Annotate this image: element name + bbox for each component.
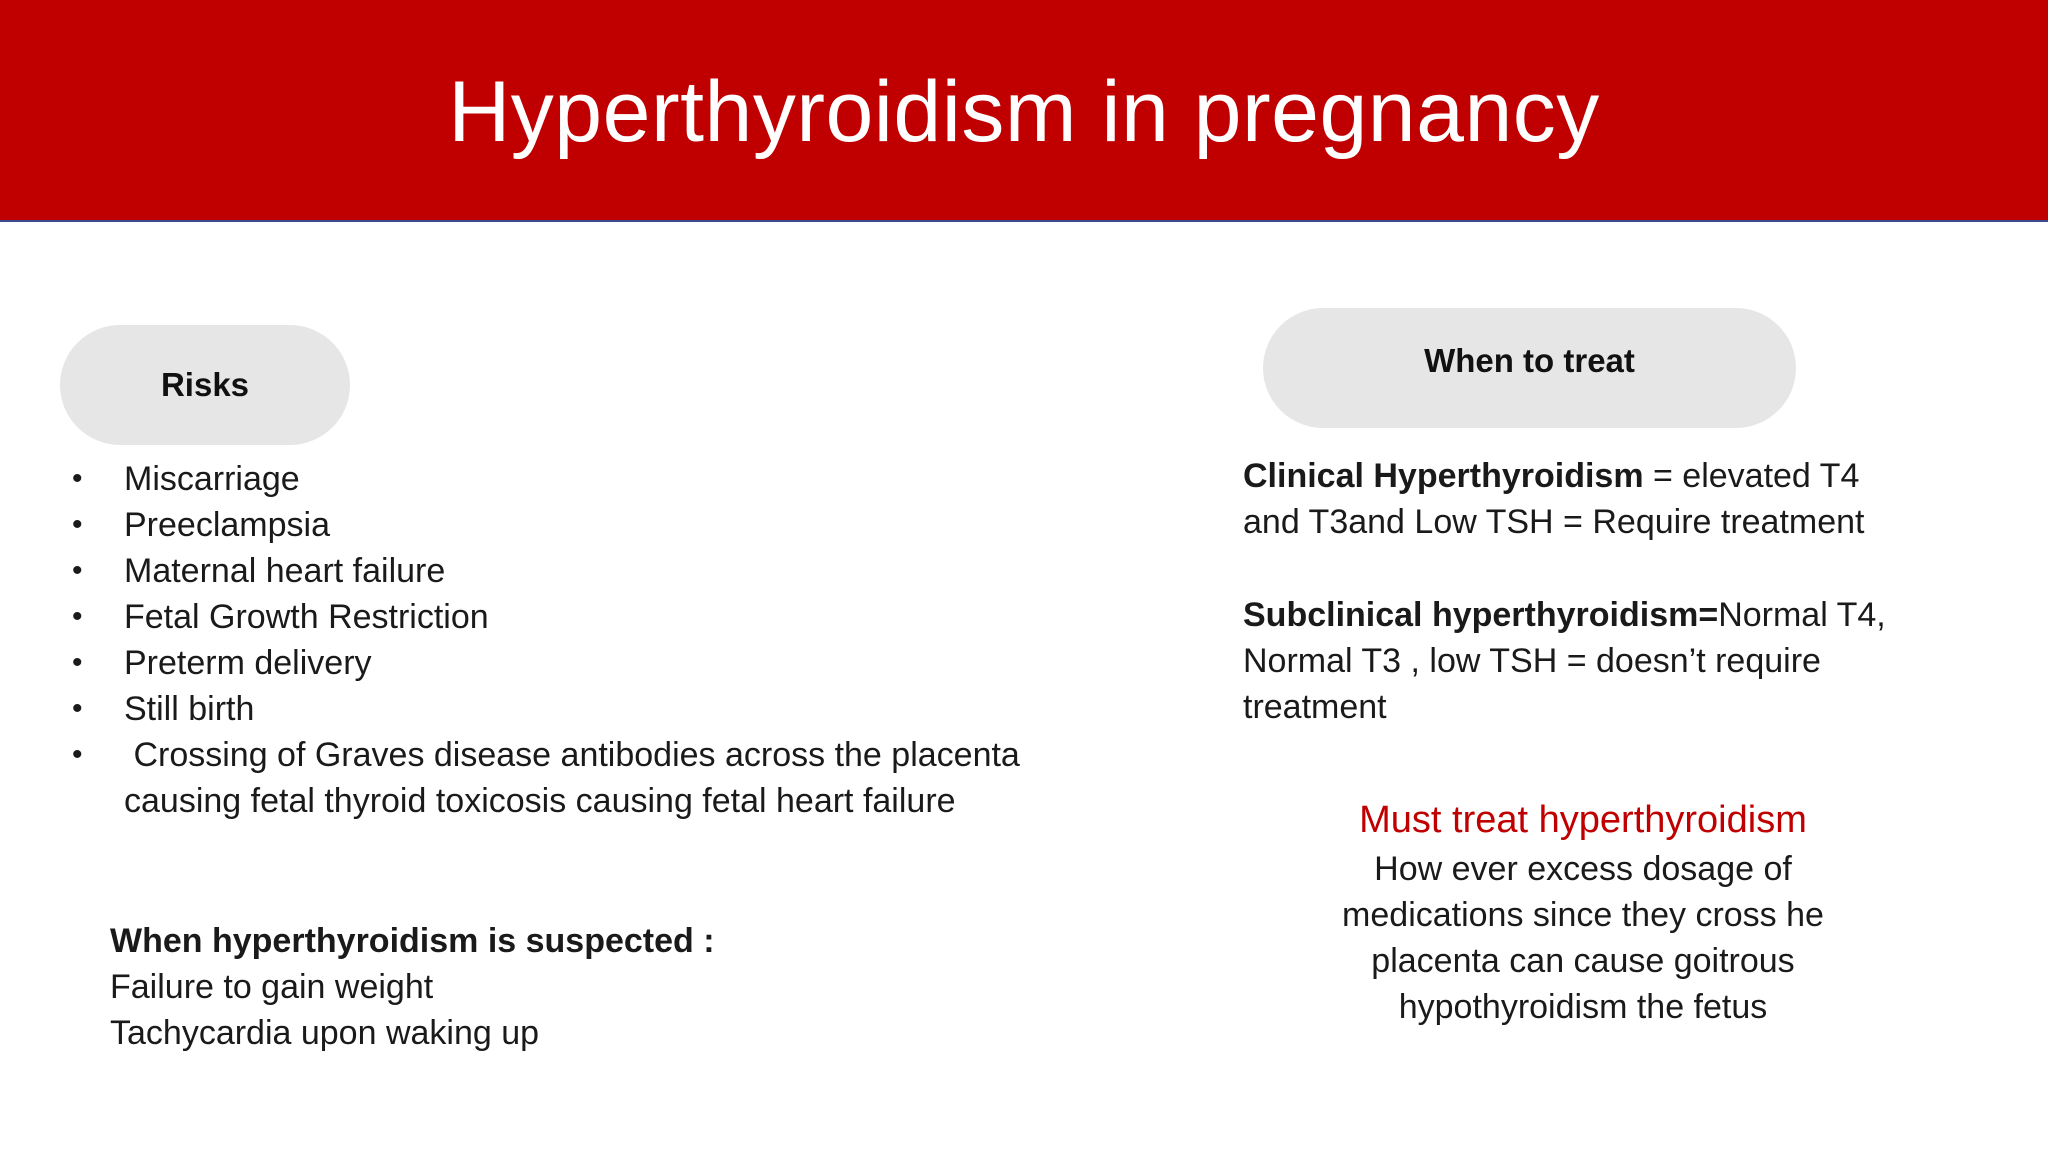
bullet-icon: • [72, 692, 83, 725]
risks-heading-pill [60, 325, 350, 445]
suspected-line: Failure to gain weight [110, 968, 434, 1006]
subclinical-definition: Normal T4, Normal T3 , low TSH = doesn’t require treatment [1243, 596, 1886, 726]
risks-heading: Risks [160, 366, 250, 403]
slide-title: Hyperthyroidism in pregnancy [448, 64, 1600, 160]
when-to-treat-heading: When to treat [1424, 342, 1635, 379]
risk-item-text: Crossing of Graves disease antibodies across the placenta causing fetal thyroid toxicosis causing fetal heart failure [124, 736, 1030, 820]
bullet-icon: • [72, 600, 83, 633]
suspected-line: Tachycardia upon waking up [110, 1014, 540, 1052]
clinical-term: Clinical Hyperthyroidism [1243, 457, 1644, 495]
bullet-icon: • [72, 646, 83, 679]
must-treat-section [1283, 794, 1883, 1030]
subclinical-term: Subclinical hyperthyroidism= [1243, 596, 1719, 634]
risk-item-graves-antibodies [64, 732, 1044, 824]
risk-item-still-birth [64, 686, 1044, 732]
bullet-icon: • [72, 554, 83, 587]
bullet-icon: • [72, 738, 83, 771]
risk-item-fetal-growth-restriction [64, 594, 1044, 640]
must-treat-line: hypothyroidism the fetus [1398, 988, 1768, 1026]
must-treat-line: placenta can cause goitrous [1371, 942, 1795, 980]
risk-item-text: Still birth [124, 690, 255, 728]
suspected-heading: When hyperthyroidism is suspected : [110, 922, 715, 960]
risk-item-text: Preeclampsia [124, 506, 330, 544]
risk-item-miscarriage [64, 456, 1044, 502]
risk-item-text: Miscarriage [124, 460, 300, 498]
must-treat-line: How ever excess dosage of [1374, 850, 1792, 888]
must-treat-heading: Must treat hyperthyroidism [1359, 799, 1807, 841]
title-banner [0, 0, 2048, 222]
risks-list [64, 456, 1044, 824]
subclinical-hyperthyroidism-definition [1243, 592, 1903, 730]
risk-item-maternal-heart-failure [64, 548, 1044, 594]
bullet-icon: • [72, 462, 83, 495]
risk-item-text: Fetal Growth Restriction [124, 598, 489, 636]
clinical-definition: = elevated T4 and T3and Low TSH = Require treatment [1243, 457, 1865, 541]
risk-item-preterm-delivery [64, 640, 1044, 686]
must-treat-line: medications since they cross he [1342, 896, 1824, 934]
bullet-icon: • [72, 508, 83, 541]
when-to-treat-heading-pill [1263, 308, 1796, 428]
risk-item-text: Maternal heart failure [124, 552, 446, 590]
risk-item-text: Preterm delivery [124, 644, 372, 682]
risk-item-preeclampsia [64, 502, 1044, 548]
clinical-hyperthyroidism-definition [1243, 453, 1903, 545]
suspected-section [110, 918, 1010, 1056]
